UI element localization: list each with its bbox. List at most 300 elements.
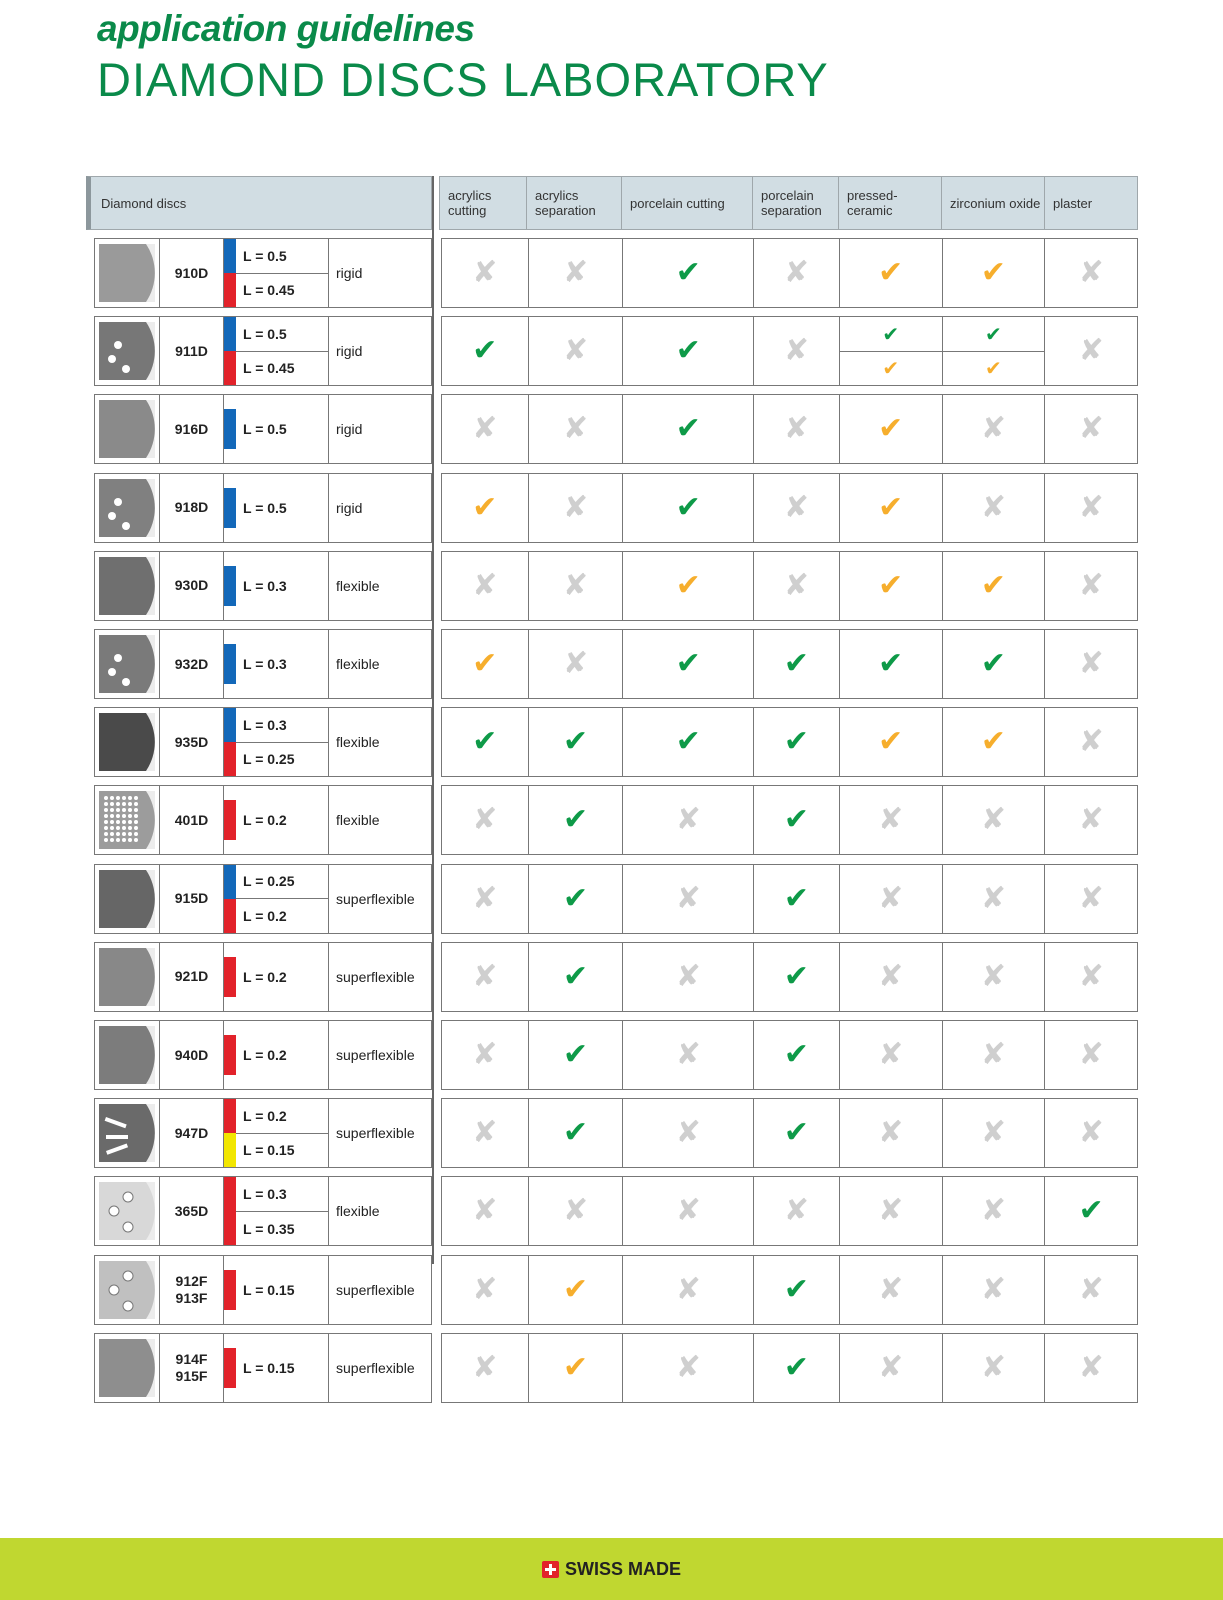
thickness-cell (236, 943, 329, 1011)
check-orange-icon: ✔ (980, 724, 1006, 760)
disc-row-935d (94, 707, 432, 777)
application-cell (623, 943, 754, 1011)
application-cell (529, 317, 624, 385)
mark-slot (442, 1256, 528, 1324)
check-green-icon: ✔ (472, 724, 498, 760)
check-green-icon: ✔ (563, 880, 589, 916)
table-divider (432, 176, 434, 1264)
disc-thumbnail-icon (95, 943, 160, 1011)
mark-slot (442, 1021, 528, 1089)
mark-slot (442, 317, 528, 385)
cross-icon: ✘ (472, 1037, 498, 1072)
mark-slot (943, 1256, 1045, 1324)
disc-row-915d (94, 864, 432, 934)
mark-slot (442, 474, 528, 542)
cross-icon: ✘ (878, 1037, 904, 1072)
mark-slot (943, 943, 1045, 1011)
check-green-icon: ✔ (563, 724, 589, 760)
check-green-icon: ✔ (882, 321, 900, 346)
mark-slot (943, 1021, 1045, 1089)
mark-slot (623, 239, 753, 307)
application-cell (754, 786, 840, 854)
cross-icon: ✘ (563, 255, 589, 290)
application-cell (943, 395, 1046, 463)
thickness-value: L = 0.25 (243, 873, 295, 890)
check-green-icon: ✔ (675, 255, 701, 290)
application-cell (840, 1099, 943, 1167)
cross-icon: ✘ (472, 255, 498, 290)
application-cell (442, 395, 529, 463)
mark-slot (623, 474, 753, 542)
mark-slot (754, 630, 839, 698)
cross-icon: ✘ (563, 333, 589, 369)
application-cell (943, 786, 1046, 854)
application-cell (623, 552, 754, 620)
application-cell (623, 1021, 754, 1089)
table-header-diamond-discs (86, 176, 432, 230)
disc-code (160, 552, 224, 620)
application-cell (442, 865, 529, 933)
application-cell (840, 474, 943, 542)
mark-slot (623, 1099, 753, 1167)
application-row (441, 942, 1138, 1012)
thickness-color-bar (224, 552, 236, 620)
thickness-color-bar (224, 630, 236, 698)
cross-icon: ✘ (1078, 958, 1104, 994)
cross-icon: ✘ (878, 1271, 904, 1307)
thickness-color-bar (224, 395, 236, 463)
disc-code-line: 915F (175, 1367, 208, 1384)
disc-row-918d (94, 473, 432, 543)
disc-code-line: 914F (175, 1350, 208, 1367)
mark-slot (754, 708, 839, 776)
mark-slot (754, 239, 839, 307)
thickness-color-swatch (224, 409, 236, 449)
mark-slot (442, 943, 528, 1011)
mark-slot (943, 786, 1045, 854)
application-cell (754, 1099, 840, 1167)
mark-slot (529, 1099, 623, 1167)
flexibility-label: rigid (336, 499, 363, 516)
disc-code (160, 317, 224, 385)
check-green-icon: ✔ (980, 646, 1006, 681)
application-cell (754, 552, 840, 620)
check-green-icon: ✔ (783, 646, 810, 681)
disc-code-line: 911D (175, 342, 208, 359)
mark-slot (529, 1334, 623, 1402)
application-cell (1045, 786, 1137, 854)
disc-row-916d (94, 394, 432, 464)
check-orange-icon: ✔ (472, 489, 498, 525)
mark-slot (442, 1177, 528, 1245)
thickness-color-bar (224, 317, 236, 385)
application-row (441, 316, 1138, 386)
mark-slot (840, 474, 942, 542)
check-green-icon: ✔ (1078, 1193, 1104, 1229)
application-cell (623, 1334, 754, 1402)
application-cell (754, 239, 840, 307)
mark-slot (840, 317, 942, 351)
disc-code-line: 940D (174, 1046, 209, 1063)
disc-thumbnail-icon (95, 395, 160, 463)
application-cell (529, 1099, 624, 1167)
thickness-color-swatch (224, 1211, 236, 1245)
cross-icon: ✘ (1078, 1037, 1104, 1072)
check-orange-icon: ✔ (980, 567, 1006, 603)
mark-slot (529, 552, 623, 620)
swiss-made-badge (542, 1559, 681, 1580)
application-cell (754, 395, 840, 463)
thickness-value: L = 0.5 (243, 499, 287, 516)
disc-code (160, 786, 224, 854)
mark-slot (442, 708, 528, 776)
thickness-value: L = 0.35 (236, 1211, 328, 1246)
cross-icon: ✘ (1078, 880, 1104, 916)
application-cell (943, 943, 1046, 1011)
application-cell (442, 1334, 529, 1402)
cross-icon: ✘ (980, 1115, 1006, 1151)
thickness-color-swatch (224, 1133, 236, 1167)
thickness-cell (236, 708, 329, 776)
column-header: plaster (1053, 195, 1093, 211)
cross-icon: ✘ (980, 1193, 1006, 1229)
application-cell (623, 395, 754, 463)
check-green-icon: ✔ (563, 1037, 589, 1072)
disc-row-921d (94, 942, 432, 1012)
application-cell (840, 1334, 943, 1402)
mark-slot (442, 865, 528, 933)
swiss-flag-icon (542, 1561, 559, 1578)
flexibility-label: rigid (336, 421, 363, 438)
cross-icon: ✘ (878, 1115, 904, 1151)
disc-row-365d (94, 1176, 432, 1246)
column-header: zirconium oxide (942, 177, 1045, 229)
thickness-value: L = 0.2 (236, 898, 328, 933)
application-cell (529, 630, 624, 698)
disc-row-930d (94, 551, 432, 621)
mark-slot (754, 395, 839, 463)
application-cell (529, 552, 624, 620)
flexibility-label: superflexible (336, 1359, 415, 1376)
application-cell (623, 708, 754, 776)
flexibility-label: superflexible (336, 968, 415, 985)
mark-slot (754, 1177, 839, 1245)
disc-row-940d (94, 1020, 432, 1090)
cross-icon: ✘ (472, 958, 498, 994)
mark-slot (943, 708, 1045, 776)
mark-slot (529, 630, 623, 698)
check-orange-icon: ✔ (882, 356, 900, 381)
application-cell (529, 708, 624, 776)
application-cell (623, 1177, 754, 1245)
column-header: acrylics separation (527, 177, 622, 229)
application-cell (943, 708, 1046, 776)
thickness-color-swatch (224, 708, 236, 742)
cross-icon: ✘ (675, 1193, 701, 1229)
mark-slot (840, 786, 942, 854)
mark-slot (1045, 1334, 1137, 1402)
cross-icon: ✘ (1078, 489, 1104, 525)
disc-thumbnail-icon (95, 865, 160, 933)
cross-icon: ✘ (1078, 411, 1104, 447)
disc-code (160, 395, 224, 463)
disc-code-line: 916D (174, 420, 209, 437)
mark-slot (1045, 1021, 1137, 1089)
disc-code-line: 915D (174, 890, 209, 907)
mark-slot (840, 239, 942, 307)
disc-code-line: 365D (174, 1202, 209, 1219)
mark-slot (529, 1256, 623, 1324)
check-green-icon: ✔ (783, 1037, 810, 1072)
footer-bar (0, 1538, 1223, 1600)
application-cell (623, 474, 754, 542)
application-cell (754, 630, 840, 698)
check-green-icon: ✔ (563, 802, 589, 838)
thickness-value: L = 0.15 (243, 1359, 295, 1376)
thickness-color-swatch (224, 957, 236, 997)
flexibility-label: rigid (336, 343, 363, 360)
cross-icon: ✘ (472, 411, 498, 447)
application-cell (442, 630, 529, 698)
thickness-color-swatch (224, 800, 236, 840)
check-green-icon: ✔ (675, 489, 701, 525)
mark-slot (754, 1334, 839, 1402)
mark-slot (529, 786, 623, 854)
mark-slot (442, 552, 528, 620)
application-cell (1045, 474, 1137, 542)
mark-slot (1045, 1256, 1137, 1324)
application-cell (1045, 630, 1137, 698)
disc-row-947d (94, 1098, 432, 1168)
application-cell (529, 786, 624, 854)
mark-slot (1045, 1099, 1137, 1167)
mark-slot (943, 351, 1045, 386)
cross-icon: ✘ (472, 880, 498, 916)
flexibility-label: flexible (336, 734, 380, 751)
thickness-color-swatch (224, 317, 236, 351)
thickness-color-swatch (224, 1035, 236, 1075)
cross-icon: ✘ (980, 489, 1006, 525)
application-cell (754, 943, 840, 1011)
application-cell (1045, 1334, 1137, 1402)
application-cell (1045, 865, 1137, 933)
cross-icon: ✘ (980, 411, 1006, 447)
disc-code-line: 935D (174, 733, 209, 750)
mark-slot (943, 865, 1045, 933)
application-cell (840, 395, 943, 463)
application-cell (1045, 1177, 1137, 1245)
thickness-color-bar (224, 1256, 236, 1324)
application-row (441, 1333, 1138, 1403)
mark-slot (623, 943, 753, 1011)
thickness-color-swatch (224, 742, 236, 776)
application-cell (442, 552, 529, 620)
disc-code-line: 947D (174, 1124, 209, 1141)
disc-code-line: 932D (174, 655, 209, 672)
mark-slot (623, 630, 753, 698)
mark-slot (529, 317, 623, 385)
cross-icon: ✘ (1078, 1115, 1104, 1151)
application-row (441, 238, 1138, 308)
application-cell (754, 1177, 840, 1245)
mark-slot (1045, 239, 1137, 307)
mark-slot (943, 395, 1045, 463)
thickness-color-swatch (224, 899, 236, 933)
mark-slot (1045, 395, 1137, 463)
mark-slot (754, 1021, 839, 1089)
cross-icon: ✘ (878, 1193, 904, 1229)
application-cell (529, 239, 624, 307)
cross-icon: ✘ (783, 1193, 810, 1229)
application-cell (529, 865, 624, 933)
cross-icon: ✘ (675, 802, 701, 838)
thickness-value: L = 0.2 (243, 968, 287, 985)
check-orange-icon: ✔ (980, 255, 1006, 290)
mark-slot (529, 1177, 623, 1245)
application-cell (943, 552, 1046, 620)
page-subtitle: application guidelines (97, 8, 475, 49)
flexibility-label: flexible (336, 812, 380, 829)
thickness-cell (236, 1334, 329, 1402)
cross-icon: ✘ (1078, 724, 1104, 760)
thickness-color-bar (224, 1177, 236, 1245)
cross-icon: ✘ (675, 1271, 701, 1307)
disc-thumbnail-icon (95, 317, 160, 385)
mark-slot (754, 317, 839, 385)
disc-code-line: 918D (174, 499, 209, 516)
column-header: porcelain separation (753, 177, 839, 229)
application-cell (1045, 1021, 1137, 1089)
mark-slot (754, 1099, 839, 1167)
cross-icon: ✘ (472, 1115, 498, 1151)
application-cell (754, 1334, 840, 1402)
disc-code (160, 1099, 224, 1167)
application-cell (623, 786, 754, 854)
mark-slot (623, 395, 753, 463)
check-green-icon: ✔ (783, 802, 810, 838)
mark-slot (840, 351, 942, 386)
mark-slot (840, 1256, 942, 1324)
column-header: porcelain cutting (622, 177, 753, 229)
mark-slot (754, 552, 839, 620)
cross-icon: ✘ (1078, 646, 1104, 681)
application-cell (529, 474, 624, 542)
thickness-color-swatch (224, 488, 236, 528)
application-cell (623, 239, 754, 307)
check-orange-icon: ✔ (675, 567, 701, 603)
cross-icon: ✘ (783, 411, 810, 447)
cross-icon: ✘ (563, 411, 589, 447)
cross-icon: ✘ (783, 255, 810, 290)
application-cell (1045, 552, 1137, 620)
thickness-color-bar (224, 943, 236, 1011)
thickness-color-swatch (224, 1270, 236, 1310)
application-cell (529, 1256, 624, 1324)
check-green-icon: ✔ (675, 333, 701, 369)
application-cell (840, 630, 943, 698)
application-row (441, 473, 1138, 543)
cross-icon: ✘ (472, 1193, 498, 1229)
disc-thumbnail-icon (95, 239, 160, 307)
cross-icon: ✘ (980, 1349, 1006, 1385)
application-cell (1045, 708, 1137, 776)
thickness-cell (236, 395, 329, 463)
disc-code-line: 912F (175, 1272, 208, 1289)
thickness-value: L = 0.5 (243, 247, 287, 264)
disc-thumbnail-icon (95, 1099, 160, 1167)
mark-slot (840, 708, 942, 776)
cross-icon: ✘ (472, 802, 498, 838)
application-cell (529, 1177, 624, 1245)
application-cell (754, 708, 840, 776)
check-orange-icon: ✔ (878, 724, 904, 760)
disc-row-914f-915f (94, 1333, 432, 1403)
disc-code (160, 1021, 224, 1089)
disc-code (160, 865, 224, 933)
mark-slot (1045, 943, 1137, 1011)
cross-icon: ✘ (563, 567, 589, 603)
cross-icon: ✘ (472, 1349, 498, 1385)
check-green-icon: ✔ (783, 724, 810, 760)
application-cell (1045, 943, 1137, 1011)
table-header-applications (439, 176, 1138, 230)
mark-slot (840, 865, 942, 933)
check-green-icon: ✔ (985, 321, 1002, 346)
application-cell (623, 1256, 754, 1324)
thickness-value: L = 0.25 (236, 742, 328, 777)
mark-slot (442, 395, 528, 463)
mark-slot (1045, 630, 1137, 698)
disc-thumbnail-icon (95, 474, 160, 542)
application-cell (529, 1334, 624, 1402)
application-cell (943, 1256, 1046, 1324)
mark-slot (754, 786, 839, 854)
thickness-value: L = 0.3 (243, 577, 287, 594)
thickness-color-bar (224, 1099, 236, 1167)
application-row (441, 864, 1138, 934)
thickness-color-swatch (224, 351, 236, 385)
mark-slot (529, 708, 623, 776)
application-cell (840, 239, 943, 307)
application-cell (623, 630, 754, 698)
thickness-cell (236, 786, 329, 854)
mark-slot (1045, 317, 1137, 385)
application-cell (1045, 1256, 1137, 1324)
application-cell (442, 1256, 529, 1324)
mark-slot (442, 786, 528, 854)
cross-icon: ✘ (472, 567, 498, 603)
disc-row-401d (94, 785, 432, 855)
cross-icon: ✘ (1078, 255, 1104, 290)
thickness-color-bar (224, 1021, 236, 1089)
mark-slot (623, 708, 753, 776)
mark-slot (840, 1099, 942, 1167)
application-cell (840, 708, 943, 776)
mark-slot (442, 1099, 528, 1167)
thickness-color-swatch (224, 1348, 236, 1388)
mark-slot (943, 630, 1045, 698)
application-cell (754, 1256, 840, 1324)
mark-slot (1045, 708, 1137, 776)
column-header: pressed-ceramic (839, 177, 942, 229)
application-cell (943, 1021, 1046, 1089)
cross-icon: ✘ (675, 1115, 701, 1151)
check-green-icon: ✔ (783, 880, 810, 916)
check-orange-icon: ✔ (878, 567, 904, 603)
thickness-cell (236, 317, 329, 385)
mark-slot (840, 1021, 942, 1089)
mark-slot (1045, 1177, 1137, 1245)
